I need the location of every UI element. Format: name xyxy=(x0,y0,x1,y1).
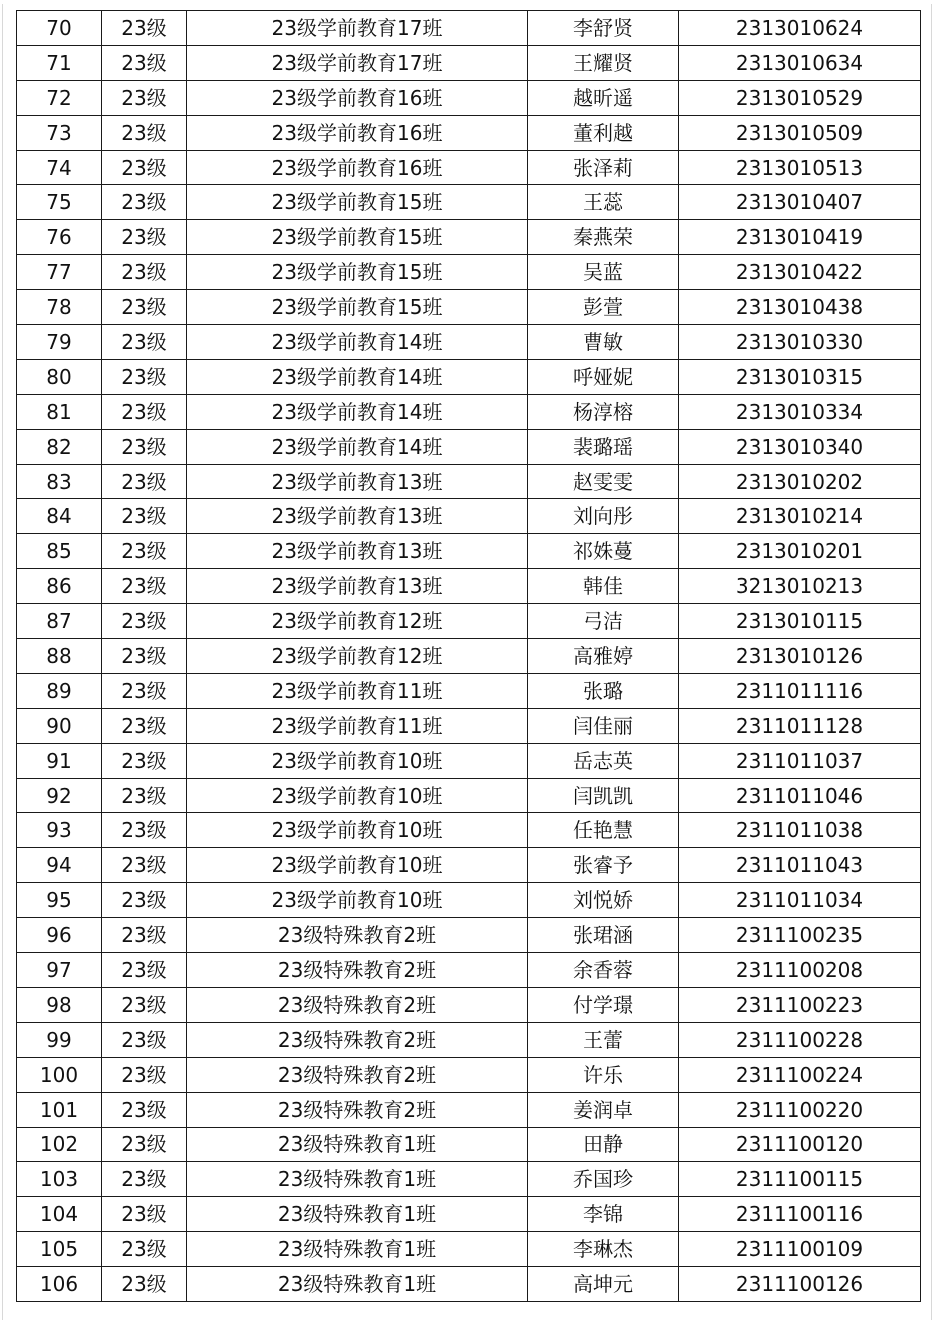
grade-cell: 23级 xyxy=(102,255,187,290)
row-number-cell: 71 xyxy=(17,45,102,80)
table-row xyxy=(17,953,921,988)
row-number-cell: 96 xyxy=(17,918,102,953)
grade-cell: 23级 xyxy=(102,220,187,255)
row-number-cell: 103 xyxy=(17,1162,102,1197)
student-id-cell: 2311011046 xyxy=(679,778,921,813)
student-name-cell: 杨淳榕 xyxy=(528,394,679,429)
class-name-cell: 23级特殊教育2班 xyxy=(187,1022,528,1057)
grade-cell: 23级 xyxy=(102,813,187,848)
student-id-cell: 2313010115 xyxy=(679,604,921,639)
student-id-cell: 2311011037 xyxy=(679,743,921,778)
table-row xyxy=(17,604,921,639)
class-name-cell: 23级学前教育14班 xyxy=(187,359,528,394)
student-id-cell: 2313010513 xyxy=(679,150,921,185)
class-name-cell: 23级特殊教育2班 xyxy=(187,1057,528,1092)
student-name-cell: 呼娅妮 xyxy=(528,359,679,394)
class-name-cell: 23级特殊教育1班 xyxy=(187,1162,528,1197)
student-id-cell: 2313010202 xyxy=(679,464,921,499)
student-name-cell: 弓洁 xyxy=(528,604,679,639)
student-id-cell: 2313010419 xyxy=(679,220,921,255)
student-name-cell: 田静 xyxy=(528,1127,679,1162)
class-name-cell: 23级学前教育17班 xyxy=(187,45,528,80)
student-name-cell: 任艳慧 xyxy=(528,813,679,848)
student-id-cell: 2313010624 xyxy=(679,11,921,46)
grade-cell: 23级 xyxy=(102,394,187,429)
row-number-cell: 95 xyxy=(17,883,102,918)
student-id-cell: 2313010334 xyxy=(679,394,921,429)
table-row xyxy=(17,220,921,255)
student-id-cell: 2311011043 xyxy=(679,848,921,883)
class-name-cell: 23级学前教育11班 xyxy=(187,708,528,743)
row-number-cell: 89 xyxy=(17,673,102,708)
row-number-cell: 105 xyxy=(17,1232,102,1267)
grade-cell: 23级 xyxy=(102,429,187,464)
row-number-cell: 79 xyxy=(17,325,102,360)
table-row xyxy=(17,1092,921,1127)
row-number-cell: 74 xyxy=(17,150,102,185)
grade-cell: 23级 xyxy=(102,290,187,325)
row-number-cell: 81 xyxy=(17,394,102,429)
class-name-cell: 23级特殊教育1班 xyxy=(187,1127,528,1162)
class-name-cell: 23级学前教育15班 xyxy=(187,185,528,220)
grade-cell: 23级 xyxy=(102,499,187,534)
grade-cell: 23级 xyxy=(102,673,187,708)
student-id-cell: 2313010330 xyxy=(679,325,921,360)
row-number-cell: 87 xyxy=(17,604,102,639)
student-name-cell: 闫佳丽 xyxy=(528,708,679,743)
grade-cell: 23级 xyxy=(102,325,187,360)
table-row xyxy=(17,708,921,743)
table-row xyxy=(17,1162,921,1197)
class-name-cell: 23级学前教育14班 xyxy=(187,429,528,464)
class-name-cell: 23级特殊教育2班 xyxy=(187,987,528,1022)
table-row xyxy=(17,11,921,46)
table-row xyxy=(17,569,921,604)
student-id-cell: 2313010529 xyxy=(679,80,921,115)
grade-cell: 23级 xyxy=(102,115,187,150)
student-id-cell: 2311011128 xyxy=(679,708,921,743)
grade-cell: 23级 xyxy=(102,1197,187,1232)
class-name-cell: 23级学前教育10班 xyxy=(187,848,528,883)
student-id-cell: 2311100235 xyxy=(679,918,921,953)
grade-cell: 23级 xyxy=(102,45,187,80)
class-name-cell: 23级学前教育10班 xyxy=(187,883,528,918)
grade-cell: 23级 xyxy=(102,987,187,1022)
student-id-cell: 2311100109 xyxy=(679,1232,921,1267)
class-name-cell: 23级学前教育16班 xyxy=(187,115,528,150)
table-row xyxy=(17,673,921,708)
student-name-cell: 裴璐瑶 xyxy=(528,429,679,464)
row-number-cell: 102 xyxy=(17,1127,102,1162)
row-number-cell: 94 xyxy=(17,848,102,883)
grade-cell: 23级 xyxy=(102,185,187,220)
student-name-cell: 越昕遥 xyxy=(528,80,679,115)
class-name-cell: 23级学前教育14班 xyxy=(187,325,528,360)
grade-cell: 23级 xyxy=(102,604,187,639)
table-row xyxy=(17,185,921,220)
student-name-cell: 余香蓉 xyxy=(528,953,679,988)
student-name-cell: 王蕊 xyxy=(528,185,679,220)
table-row xyxy=(17,499,921,534)
class-name-cell: 23级特殊教育1班 xyxy=(187,1232,528,1267)
grade-cell: 23级 xyxy=(102,743,187,778)
class-name-cell: 23级学前教育12班 xyxy=(187,639,528,674)
grade-cell: 23级 xyxy=(102,1092,187,1127)
student-id-cell: 2311011038 xyxy=(679,813,921,848)
table-row xyxy=(17,150,921,185)
row-number-cell: 73 xyxy=(17,115,102,150)
student-id-cell: 2313010315 xyxy=(679,359,921,394)
student-name-cell: 岳志英 xyxy=(528,743,679,778)
table-row xyxy=(17,359,921,394)
student-name-cell: 韩佳 xyxy=(528,569,679,604)
row-number-cell: 106 xyxy=(17,1267,102,1302)
row-number-cell: 84 xyxy=(17,499,102,534)
student-id-cell: 2311011034 xyxy=(679,883,921,918)
table-row xyxy=(17,1057,921,1092)
student-name-cell: 李舒贤 xyxy=(528,11,679,46)
table-row xyxy=(17,45,921,80)
student-name-cell: 王蕾 xyxy=(528,1022,679,1057)
student-name-cell: 祁姝蔓 xyxy=(528,534,679,569)
student-id-cell: 2313010438 xyxy=(679,290,921,325)
student-name-cell: 彭萱 xyxy=(528,290,679,325)
row-number-cell: 83 xyxy=(17,464,102,499)
class-name-cell: 23级学前教育13班 xyxy=(187,569,528,604)
student-id-cell: 2311100223 xyxy=(679,987,921,1022)
student-name-cell: 许乐 xyxy=(528,1057,679,1092)
row-number-cell: 86 xyxy=(17,569,102,604)
student-name-cell: 秦燕荣 xyxy=(528,220,679,255)
table-row xyxy=(17,394,921,429)
table-row xyxy=(17,255,921,290)
student-name-cell: 刘向彤 xyxy=(528,499,679,534)
student-id-cell: 2311100126 xyxy=(679,1267,921,1302)
table-row xyxy=(17,778,921,813)
student-name-cell: 李琳杰 xyxy=(528,1232,679,1267)
table-row xyxy=(17,534,921,569)
row-number-cell: 70 xyxy=(17,11,102,46)
row-number-cell: 104 xyxy=(17,1197,102,1232)
row-number-cell: 72 xyxy=(17,80,102,115)
table-row xyxy=(17,80,921,115)
grade-cell: 23级 xyxy=(102,778,187,813)
table-row xyxy=(17,1022,921,1057)
row-number-cell: 78 xyxy=(17,290,102,325)
student-roster-table xyxy=(16,10,921,1302)
class-name-cell: 23级学前教育13班 xyxy=(187,464,528,499)
student-name-cell: 张泽莉 xyxy=(528,150,679,185)
student-name-cell: 李锦 xyxy=(528,1197,679,1232)
student-name-cell: 刘悦娇 xyxy=(528,883,679,918)
table-row xyxy=(17,1197,921,1232)
grade-cell: 23级 xyxy=(102,464,187,499)
row-number-cell: 75 xyxy=(17,185,102,220)
student-name-cell: 张睿予 xyxy=(528,848,679,883)
row-number-cell: 90 xyxy=(17,708,102,743)
student-id-cell: 2311100120 xyxy=(679,1127,921,1162)
grade-cell: 23级 xyxy=(102,1232,187,1267)
table-row xyxy=(17,987,921,1022)
table-row xyxy=(17,290,921,325)
grade-cell: 23级 xyxy=(102,534,187,569)
table-row xyxy=(17,1127,921,1162)
class-name-cell: 23级学前教育10班 xyxy=(187,778,528,813)
grade-cell: 23级 xyxy=(102,11,187,46)
student-id-cell: 2311100224 xyxy=(679,1057,921,1092)
row-number-cell: 98 xyxy=(17,987,102,1022)
student-id-cell: 2313010634 xyxy=(679,45,921,80)
student-id-cell: 2311100208 xyxy=(679,953,921,988)
table-row xyxy=(17,325,921,360)
grade-cell: 23级 xyxy=(102,1057,187,1092)
grade-cell: 23级 xyxy=(102,1022,187,1057)
student-name-cell: 王耀贤 xyxy=(528,45,679,80)
grade-cell: 23级 xyxy=(102,1162,187,1197)
student-name-cell: 曹敏 xyxy=(528,325,679,360)
row-number-cell: 97 xyxy=(17,953,102,988)
class-name-cell: 23级学前教育16班 xyxy=(187,80,528,115)
table-row xyxy=(17,813,921,848)
row-number-cell: 93 xyxy=(17,813,102,848)
grade-cell: 23级 xyxy=(102,359,187,394)
student-name-cell: 乔国珍 xyxy=(528,1162,679,1197)
row-number-cell: 91 xyxy=(17,743,102,778)
student-id-cell: 2313010340 xyxy=(679,429,921,464)
class-name-cell: 23级特殊教育2班 xyxy=(187,953,528,988)
class-name-cell: 23级学前教育13班 xyxy=(187,534,528,569)
grade-cell: 23级 xyxy=(102,1267,187,1302)
grade-cell: 23级 xyxy=(102,150,187,185)
class-name-cell: 23级特殊教育1班 xyxy=(187,1267,528,1302)
table-row xyxy=(17,429,921,464)
student-id-cell: 3213010213 xyxy=(679,569,921,604)
class-name-cell: 23级特殊教育1班 xyxy=(187,1197,528,1232)
table-row xyxy=(17,1267,921,1302)
grade-cell: 23级 xyxy=(102,639,187,674)
class-name-cell: 23级学前教育10班 xyxy=(187,743,528,778)
row-number-cell: 88 xyxy=(17,639,102,674)
class-name-cell: 23级学前教育12班 xyxy=(187,604,528,639)
row-number-cell: 82 xyxy=(17,429,102,464)
student-id-cell: 2311100116 xyxy=(679,1197,921,1232)
student-id-cell: 2311100228 xyxy=(679,1022,921,1057)
table-row xyxy=(17,883,921,918)
row-number-cell: 100 xyxy=(17,1057,102,1092)
grade-cell: 23级 xyxy=(102,569,187,604)
class-name-cell: 23级特殊教育2班 xyxy=(187,918,528,953)
grade-cell: 23级 xyxy=(102,1127,187,1162)
table-row xyxy=(17,743,921,778)
student-id-cell: 2313010407 xyxy=(679,185,921,220)
student-name-cell: 吴蓝 xyxy=(528,255,679,290)
row-number-cell: 85 xyxy=(17,534,102,569)
class-name-cell: 23级学前教育15班 xyxy=(187,220,528,255)
table-row xyxy=(17,848,921,883)
grade-cell: 23级 xyxy=(102,953,187,988)
grade-cell: 23级 xyxy=(102,708,187,743)
row-number-cell: 92 xyxy=(17,778,102,813)
student-id-cell: 2311100115 xyxy=(679,1162,921,1197)
class-name-cell: 23级学前教育17班 xyxy=(187,11,528,46)
row-number-cell: 77 xyxy=(17,255,102,290)
class-name-cell: 23级学前教育10班 xyxy=(187,813,528,848)
class-name-cell: 23级特殊教育2班 xyxy=(187,1092,528,1127)
class-name-cell: 23级学前教育15班 xyxy=(187,255,528,290)
class-name-cell: 23级学前教育15班 xyxy=(187,290,528,325)
row-number-cell: 76 xyxy=(17,220,102,255)
class-name-cell: 23级学前教育13班 xyxy=(187,499,528,534)
student-id-cell: 2313010214 xyxy=(679,499,921,534)
class-name-cell: 23级学前教育16班 xyxy=(187,150,528,185)
student-name-cell: 付学璟 xyxy=(528,987,679,1022)
class-name-cell: 23级学前教育11班 xyxy=(187,673,528,708)
table-row xyxy=(17,464,921,499)
student-name-cell: 董利越 xyxy=(528,115,679,150)
student-id-cell: 2313010509 xyxy=(679,115,921,150)
table-row xyxy=(17,639,921,674)
grade-cell: 23级 xyxy=(102,80,187,115)
student-name-cell: 闫凯凯 xyxy=(528,778,679,813)
grade-cell: 23级 xyxy=(102,883,187,918)
student-id-cell: 2311100220 xyxy=(679,1092,921,1127)
row-number-cell: 99 xyxy=(17,1022,102,1057)
class-name-cell: 23级学前教育14班 xyxy=(187,394,528,429)
table-row xyxy=(17,1232,921,1267)
table-row xyxy=(17,918,921,953)
student-name-cell: 张璐 xyxy=(528,673,679,708)
student-name-cell: 赵雯雯 xyxy=(528,464,679,499)
student-name-cell: 高坤元 xyxy=(528,1267,679,1302)
student-id-cell: 2313010126 xyxy=(679,639,921,674)
grade-cell: 23级 xyxy=(102,918,187,953)
row-number-cell: 80 xyxy=(17,359,102,394)
student-id-cell: 2313010201 xyxy=(679,534,921,569)
grade-cell: 23级 xyxy=(102,848,187,883)
student-name-cell: 张珺涵 xyxy=(528,918,679,953)
row-number-cell: 101 xyxy=(17,1092,102,1127)
roster-body xyxy=(17,11,921,1302)
student-name-cell: 高雅婷 xyxy=(528,639,679,674)
student-name-cell: 姜润卓 xyxy=(528,1092,679,1127)
student-id-cell: 2313010422 xyxy=(679,255,921,290)
student-id-cell: 2311011116 xyxy=(679,673,921,708)
table-row xyxy=(17,115,921,150)
